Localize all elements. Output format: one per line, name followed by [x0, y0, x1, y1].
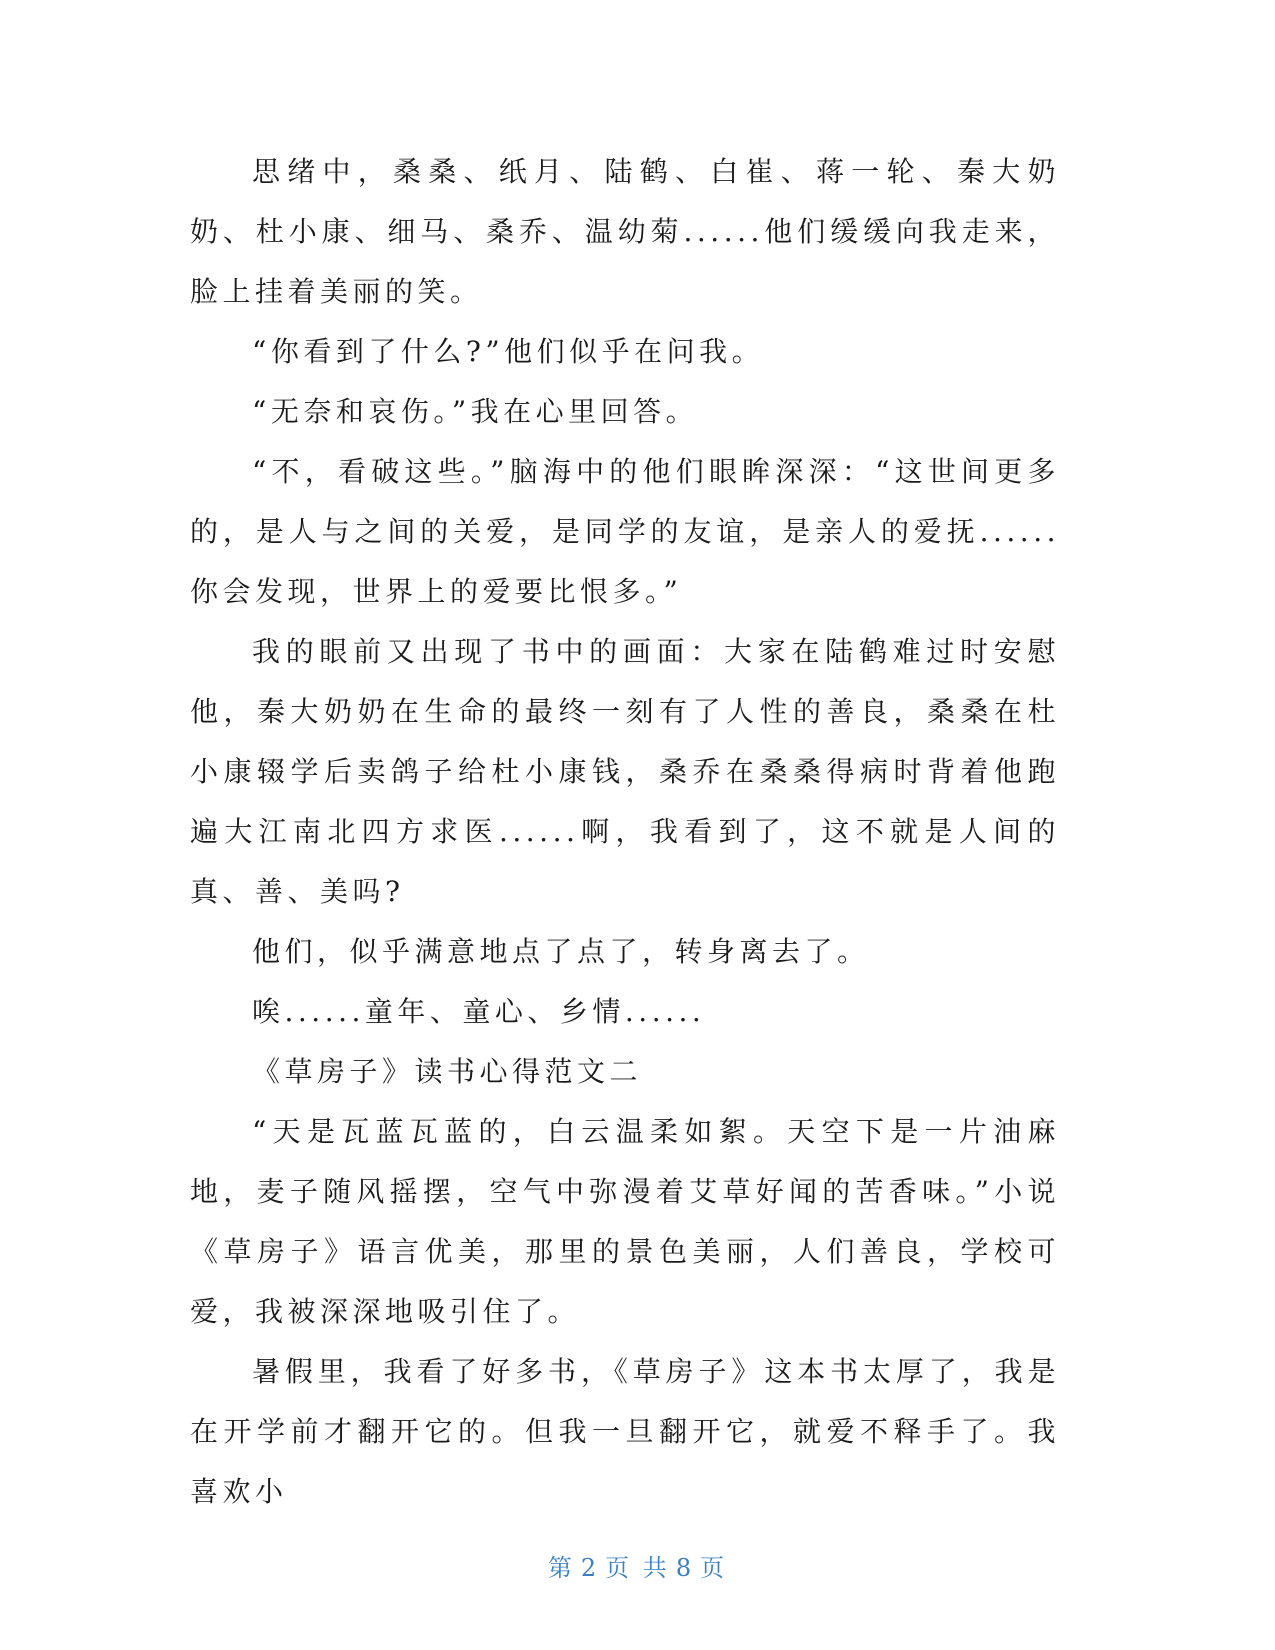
paragraph: “无奈和哀伤。”我在心里回答。	[252, 395, 699, 428]
footer-middle: 页 共	[605, 1554, 670, 1582]
current-page-number: 2	[580, 1554, 600, 1582]
paragraph: 思绪中，桑桑、纸月、陆鹤、白崔、蒋一轮、秦大奶奶、杜小康、细马、桑乔、温幼菊......他们缓缓向我走来，脸上挂着美丽的笑。	[190, 155, 1060, 308]
section-heading: 《草房子》读书心得范文二	[252, 1055, 643, 1088]
paragraph: 我的眼前又出现了书中的画面：大家在陆鹤难过时安慰他，秦大奶奶在生命的最终一刻有了人性的善良，桑桑在杜小康辍学后卖鸽子给杜小康钱，桑乔在桑桑得病时背着他跑遍大江南北四方求医......啊，我看到了，这不就是人间的真、善、美吗?	[190, 635, 1060, 908]
paragraph: “不，看破这些。”脑海中的他们眼眸深深：“这世间更多的，是人与之间的关爱，是同学的友谊，是亲人的爱抚......你会发现，世界上的爱要比恨多。”	[190, 455, 1060, 608]
footer-suffix: 页	[700, 1554, 728, 1582]
total-page-count: 8	[675, 1554, 695, 1582]
document-body	[190, 142, 1060, 1522]
paragraph: 唉......童年、童心、乡情......	[252, 995, 706, 1028]
footer-prefix: 第	[547, 1554, 575, 1582]
paragraph: “天是瓦蓝瓦蓝的，白云温柔如絮。天空下是一片油麻地，麦子随风摇摆，空气中弥漫着艾草好闻的苦香味。”小说《草房子》语言优美，那里的景色美丽，人们善良，学校可爱，我被深深地吸引住了。	[190, 1115, 1060, 1328]
paragraph: 他们，似乎满意地点了点了，转身离去了。	[252, 935, 870, 968]
page-number-footer	[0, 1548, 1275, 1583]
paragraph: “你看到了什么?”他们似乎在问我。	[252, 335, 765, 368]
paragraph: 暑假里，我看了好多书，《草房子》这本书太厚了，我是在开学前才翻开它的。但我一旦翻开它，就爱不释手了。我喜欢小	[190, 1355, 1060, 1508]
